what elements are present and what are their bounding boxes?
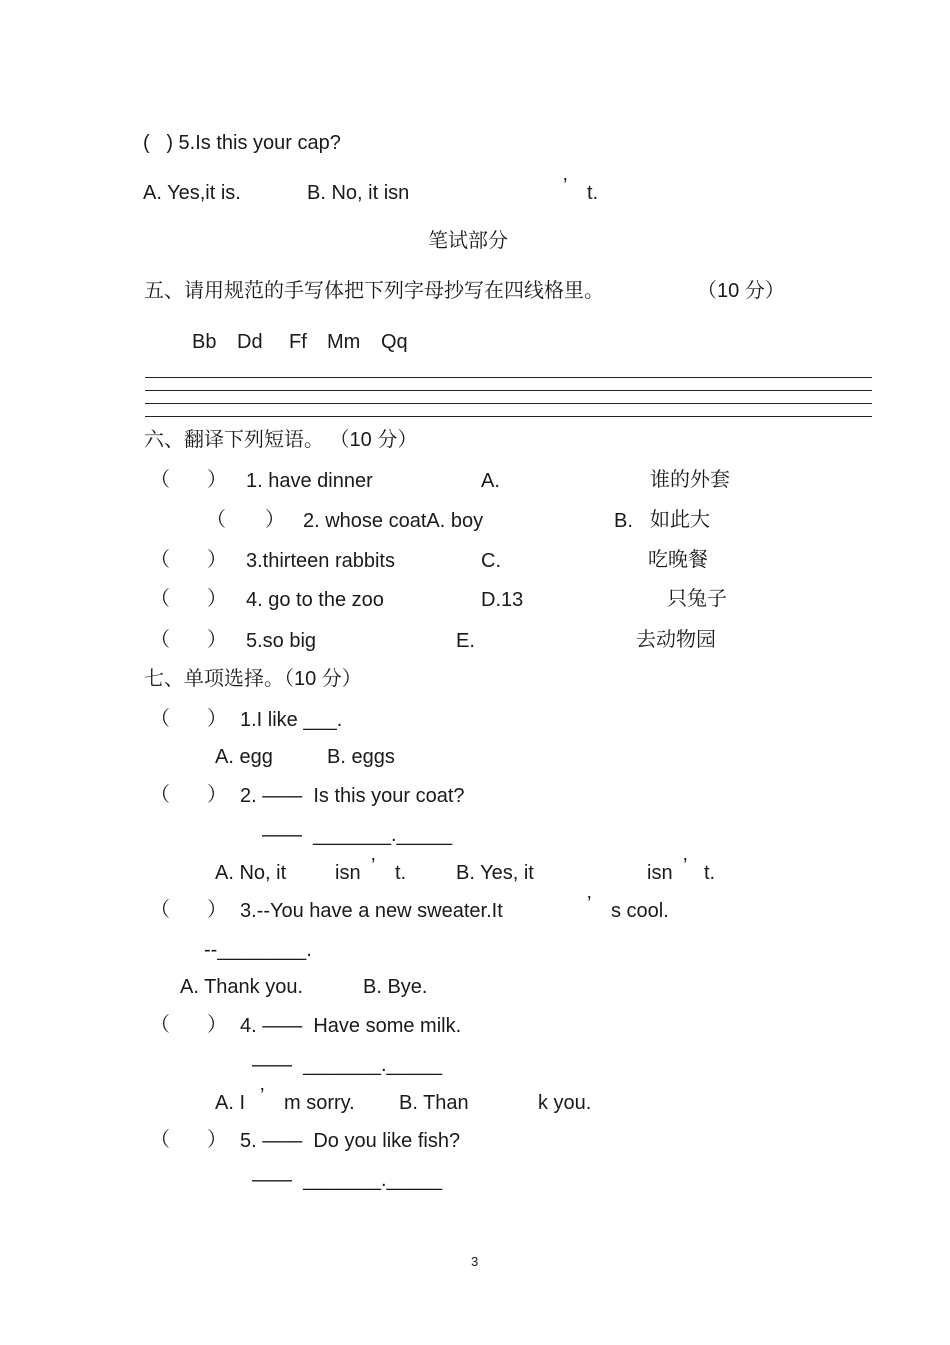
answer-bracket-close: ） (207, 784, 227, 806)
answer-bracket-close: ） (207, 549, 227, 571)
answer-blank: --________. (204, 939, 312, 961)
translation: 去动物园 (636, 629, 716, 651)
option-a: A. Yes,it is. (143, 182, 241, 204)
option-a: A. I (215, 1092, 246, 1114)
option-label: D.13 (481, 589, 524, 611)
translation: 谁的外套 (650, 469, 730, 491)
phrase: 5.so big (246, 630, 317, 652)
option-a-part: isn (335, 862, 361, 884)
answer-bracket-open: （ (150, 549, 170, 571)
option-a: A. No, it (215, 862, 287, 884)
option-b: B. No, it isn (307, 182, 410, 204)
answer-bracket-close: ） (207, 1129, 227, 1151)
option-b-end: k you. (538, 1092, 592, 1114)
option-a: A. egg (215, 746, 273, 768)
written-part-title: 笔试部分 (428, 230, 508, 252)
option-label: A. (481, 470, 500, 492)
letter-pair: Qq (381, 331, 408, 353)
section5-title: 五、请用规范的手写体把下列字母抄写在四线格里。 (144, 280, 604, 302)
four-line-grid-line (145, 416, 872, 417)
letter-pair: Dd (237, 331, 263, 353)
answer-bracket-open: （ (150, 708, 170, 730)
four-line-grid-line (145, 403, 872, 404)
section5-score: （10 分） (697, 280, 785, 302)
question-4: 4. —— Have some milk. (240, 1015, 462, 1037)
phrase: 2. whose coatA. boy (303, 510, 484, 532)
option-b: B. Yes, it (456, 862, 534, 884)
translation: 如此大 (650, 509, 710, 531)
answer-bracket-close: ） (207, 588, 227, 610)
option-b-part: isn (647, 862, 673, 884)
question-5-cap: ( ) 5.Is this your cap? (143, 132, 341, 154)
answer-bracket-open: （ (150, 588, 170, 610)
apostrophe: ’ (563, 175, 568, 197)
answer-bracket-open: （ (150, 1129, 170, 1151)
answer-bracket-close: ） (207, 708, 227, 730)
option-a-end: t. (395, 862, 407, 884)
answer-bracket-open: （ (150, 629, 170, 651)
option-b: B. Bye. (363, 976, 428, 998)
answer-bracket-close: ） (207, 1014, 227, 1036)
answer-bracket-close: ） (207, 629, 227, 651)
option-a-end: m sorry. (284, 1092, 355, 1114)
question-2: 2. —— Is this your coat? (240, 785, 465, 807)
answer-bracket-open: （ (150, 469, 170, 491)
answer-blank: —— _______._____ (252, 1169, 443, 1191)
option-a: A. Thank you. (180, 976, 304, 998)
letter-pair: Bb (192, 331, 217, 353)
apostrophe: ’ (587, 893, 592, 915)
option-label: C. (481, 550, 501, 572)
answer-blank: —— _______._____ (252, 1054, 443, 1076)
section6-title: 六、翻译下列短语。 （10 分） (144, 429, 418, 451)
question-5: 5. —— Do you like fish? (240, 1130, 461, 1152)
question-3-end: s cool. (611, 900, 669, 922)
letter-pair: Ff (289, 331, 307, 353)
option-label: B. (614, 510, 633, 532)
apostrophe: ’ (683, 855, 688, 877)
answer-blank: —— _______._____ (262, 824, 453, 846)
option-label: E. (456, 630, 475, 652)
option-b: B. eggs (327, 746, 395, 768)
apostrophe: ’ (371, 855, 376, 877)
letter-pair: Mm (327, 331, 361, 353)
answer-bracket-close: ） (265, 509, 285, 531)
answer-bracket-close: ） (207, 899, 227, 921)
translation: 吃晚餐 (648, 549, 708, 571)
option-b-end: t. (704, 862, 716, 884)
answer-bracket-open: （ (150, 899, 170, 921)
four-line-grid-line (145, 377, 872, 378)
question-1: 1.I like ___. (240, 709, 343, 731)
answer-bracket-open: （ (150, 784, 170, 806)
question-3: 3.--You have a new sweater.It (240, 900, 503, 922)
answer-bracket-open: （ (150, 1014, 170, 1036)
translation: 只兔子 (667, 588, 727, 610)
answer-bracket-open: （ (206, 509, 226, 531)
option-b-end: t. (587, 182, 599, 204)
phrase: 1. have dinner (246, 470, 373, 492)
four-line-grid-line (145, 390, 872, 391)
page-number: 3 (471, 1254, 479, 1269)
answer-bracket-close: ） (207, 469, 227, 491)
apostrophe: ’ (260, 1085, 265, 1107)
phrase: 4. go to the zoo (246, 589, 384, 611)
option-b: B. Than (399, 1092, 469, 1114)
phrase: 3.thirteen rabbits (246, 550, 395, 572)
section7-title: 七、单项选择。（10 分） (144, 668, 362, 690)
